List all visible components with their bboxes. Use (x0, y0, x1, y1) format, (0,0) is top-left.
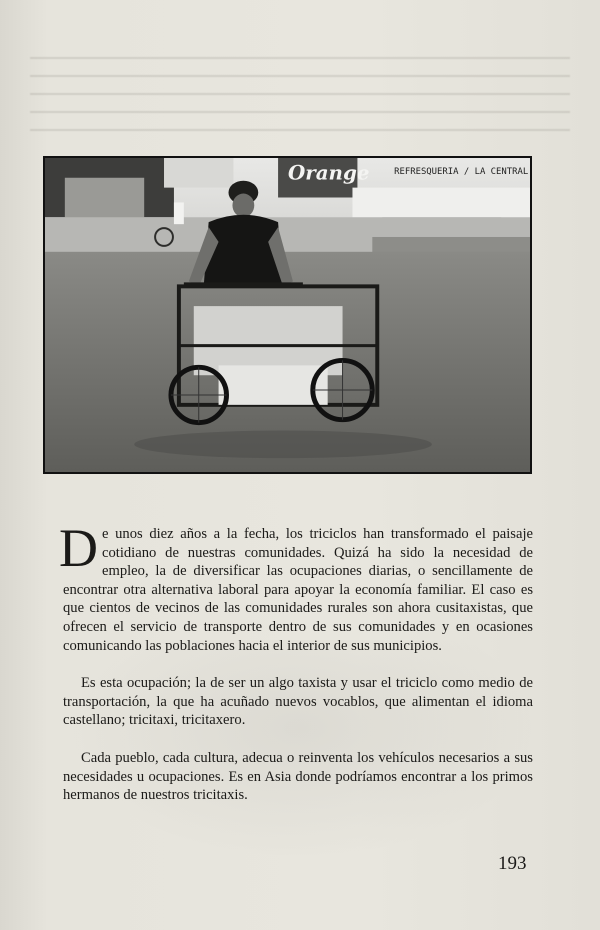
paragraph-1 (59, 518, 533, 655)
photo-illustration (45, 158, 530, 472)
article-body (59, 518, 533, 805)
page-number: 193 (498, 853, 527, 874)
paragraph-3: Cada pueblo, cada cultura, adecua o reinventa los vehículos necesarios a sus necesidades u ocupaciones. Es en Asia donde podríamos encontrar a los primos hermanos de nuestros tricitaxis. (63, 749, 533, 804)
tricycle-photo (43, 156, 532, 474)
paragraph-2: Es esta ocupación; la de ser un algo taxista y usar el triciclo como medio de transportación, la que ha acuñado nuevos vocablos, que alimentan el idioma castellano; tricitaxi, tricitaxero. (63, 675, 533, 729)
show-through-text (30, 45, 570, 145)
paragraph-1-text: e unos diez años a la fecha, los triciclos han transformado el paisaje cotidiano de nuestras comunidades. Quizá ha sido la necesidad de empleo, la de diversificar las ocupaciones diarias, o sencillamente de encontrar otra alternativa laboral para apoyar la economía familiar. El caso es que cientos de vecinos de las comunidades rurales son ahora cusitaxistas, que ofrecen el servicio de transporte dentro de sus comunidades y en ocasiones comunicando las poblaciones hacia el interior de sus municipios. (63, 526, 533, 654)
brand-sign: Orange (287, 160, 370, 185)
drop-cap: D (59, 518, 98, 578)
store-sign: REFRESQUERIA / LA CENTRAL (394, 166, 529, 177)
